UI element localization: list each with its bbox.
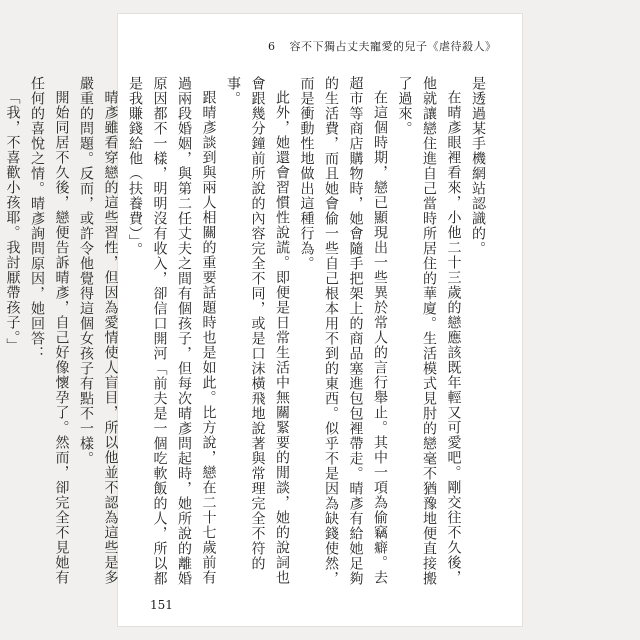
paragraph: 晴彥雖看穿戀的這些習性，但因為愛情使人盲目，所以他並不認為這些是多嚴重的問題。反而，或許令他覺得這個女孩子有點不一樣。: [78, 76, 119, 585]
paragraph: 「我，不喜歡小孩耶。我討厭帶孩子。」: [4, 90, 21, 353]
paragraph: 在晴彥眼裡看來，小他二十三歲的戀應該既年輕又可愛吧。剛交往不久後，他就讓戀住進自己當時所居住的華廈。生活模式見肘的戀毫不猶豫地便直接搬了過來。: [396, 76, 462, 586]
chapter-number: 6: [268, 40, 276, 53]
page-number: 151: [150, 598, 173, 612]
body-text: [4, 76, 490, 596]
paragraph: 在這個時期，戀已顯現出一些異於常人的言行舉止。其中一項為偷竊癖。去超市等商店購物時，她會隨手把架上的商品塞進包包裡帶走。晴彥有給她足夠的生活費，而且她會偷一些自己根本用不到的東西。似乎不是因為缺錢使然，而是衝動性地做出這種行為。: [298, 76, 388, 586]
chapter-title: 容不下獨占丈夫寵愛的兒子《虐待殺人》: [289, 40, 497, 53]
paragraph: 開始同居不久後，戀便告訴晴彥，自己好像懷孕了。然而，卻完全不見她有任何的喜悅之情。晴彥詢問原因，她回答：: [29, 76, 70, 585]
paragraph: 跟晴彥談到與兩人相關的重要話題時也是如此。比方說，戀在二十七歲前有過兩段婚姻，與第二任丈夫之間有個孩子，但每次晴彥問起時，她所說的離婚原因都不一樣，明明沒有收入，卻信口開河「前夫是一個吃軟飯的人，所以都是我賺錢給他（扶養費）」。: [127, 76, 217, 586]
paragraph: 此外，她還會習慣性說謊。即便是日常生活中無關緊要的閒談，她的說詞也會跟幾分鐘前所說的內容完全不同，或是口沫橫飛地說著與常理完全不符的事。: [225, 76, 290, 585]
running-head: [268, 38, 497, 54]
paragraph: 是透過某手機網站認識的。: [470, 76, 486, 256]
